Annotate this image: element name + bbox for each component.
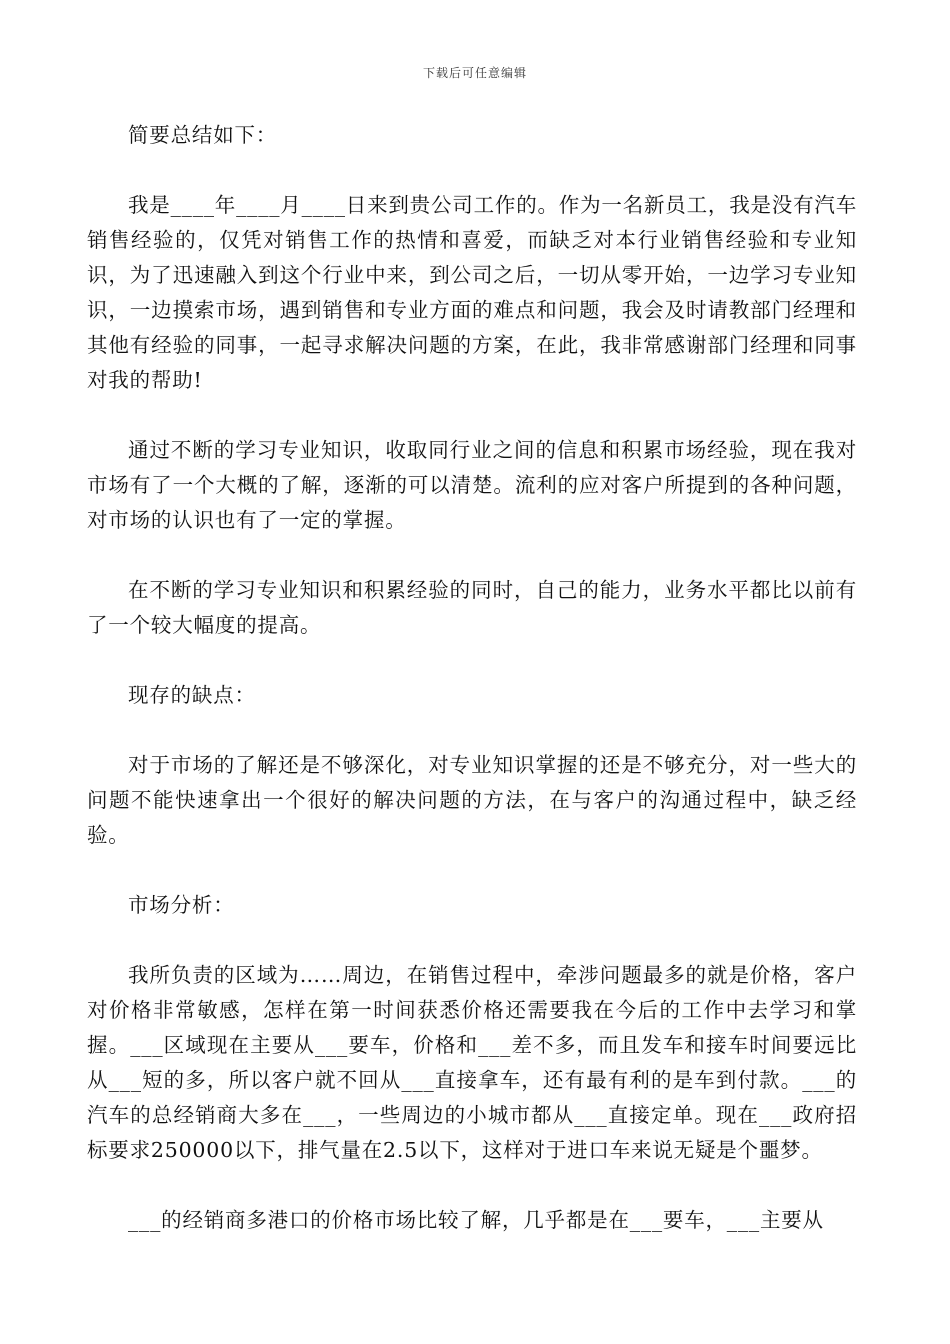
paragraph-gap [87, 538, 857, 573]
paragraph-gap [87, 1168, 857, 1203]
heading-shortcomings: 现存的缺点： [128, 683, 256, 707]
paragraph-gap [87, 923, 857, 958]
heading-market: 市场分析： [128, 893, 235, 917]
paragraph-learning: 通过不断的学习专业知识，收取同行业之间的信息和积累市场经验，现在我对市场有了一个大概的了解，逐渐的可以清楚。流利的应对客户所提到的各种问题，对市场的认识也有了一定的掌握。 [87, 438, 857, 532]
paragraph-gap [87, 713, 857, 748]
heading-summary: 简要总结如下： [128, 123, 278, 147]
paragraph-intro: 我是____年____月____日来到贵公司工作的。作为一名新员工，我是没有汽车销售经验的，仅凭对销售工作的热情和喜爱，而缺乏对本行业销售经验和专业知识，为了迅速融入到这个行业中来，到公司之后，一切从零开始，一边学习专业知识，一边摸索市场，遇到销售和专业方面的难点和问题，我会及时请教部门经理和其他有经验的同事，一起寻求解决问题的方案，在此，我非常感谢部门经理和同事对我的帮助! [87, 193, 857, 392]
paragraph-dealers: ___的经销商多港口的价格市场比较了解，几乎都是在___要车，___主要从 [128, 1208, 824, 1232]
paragraph-gap [87, 853, 857, 888]
paragraph-gap [87, 398, 857, 433]
paragraph-shortcomings: 对于市场的了解还是不够深化，对专业知识掌握的还是不够充分，对一些大的问题不能快速拿出一个很好的解决问题的方法，在与客户的沟通过程中，缺乏经验。 [87, 753, 857, 847]
page-header-note: 下载后可任意编辑 [422, 66, 527, 80]
paragraph-ability: 在不断的学习专业知识和积累经验的同时，自己的能力，业务水平都比以前有了一个较大幅度的提高。 [87, 578, 857, 637]
paragraph-gap [87, 643, 857, 678]
document-body [87, 118, 857, 1238]
paragraph-gap [87, 153, 857, 188]
paragraph-market: 我所负责的区域为……周边，在销售过程中，牵涉问题最多的就是价格，客户对价格非常敏感，怎样在第一时间获悉价格还需要我在今后的工作中去学习和掌握。___区域现在主要从___要车，价格和___差不多，而且发车和接车时间要远比从___短的多，所以客户就不回从___直接拿车，还有最有利的是车到付款。___的汽车的总经销商大多在___，一些周边的小城市都从___直接定单。现在___政府招标要求250000以下，排气量在2.5以下，这样对于进口车来说无疑是个噩梦。 [87, 963, 857, 1162]
